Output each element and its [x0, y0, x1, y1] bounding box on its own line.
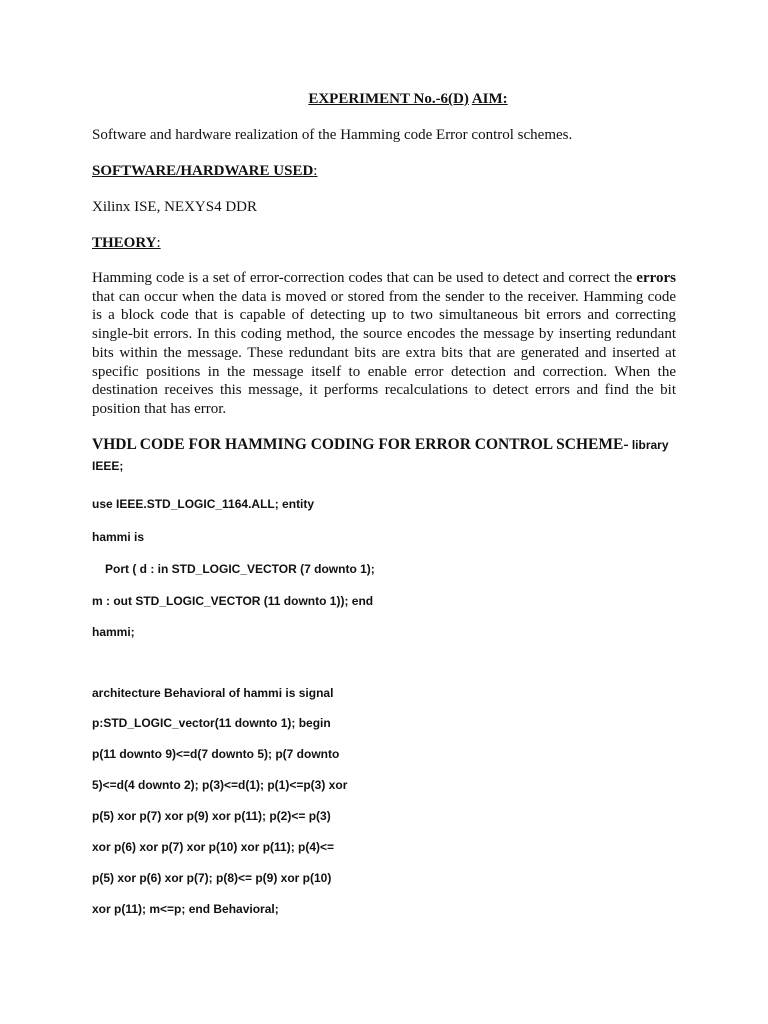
errors-bold-word: errors: [636, 270, 676, 286]
code-line: xor p(6) xor p(7) xor p(10) xor p(11); p(4)<=: [92, 840, 335, 854]
page-title: [0, 91, 768, 108]
code-line: p(11 downto 9)<=d(7 downto 5); p(7 downto: [92, 747, 340, 761]
code-line: xor p(11); m<=p; end Behavioral;: [92, 902, 279, 916]
aim-text: Software and hardware realization of the Hamming code Error control schemes.: [92, 127, 573, 143]
code-line: use IEEE.STD_LOGIC_1164.ALL; entity: [92, 497, 315, 511]
vhdl-heading: VHDL CODE FOR HAMMING CODING FOR ERROR CONTROL SCHEME- library: [92, 436, 669, 453]
code-line: architecture Behavioral of hammi is signal: [92, 686, 334, 700]
theory-heading: THEORY:: [92, 235, 161, 251]
code-line: IEEE;: [92, 459, 124, 473]
theory-paragraph: Hamming code is a set of error-correction codes that can be used to detect and correct the errors that can occur when the data is moved or stored from the sender to the receiver. Hamming code is a block code that is capable of detecting up to two simultaneous bit errors and correcting single-bit errors. In this coding method, the source encodes the message by inserting redundant bits within the message. These redundant bits are extra bits that are generated and inserted at specific positions in the message itself to enable error detection and correction. When the destination receives this message, it performs recalculations to detect errors and find the bit position that has error.: [92, 270, 676, 417]
code-line: p:STD_LOGIC_vector(11 downto 1); begin: [92, 716, 331, 730]
code-line: hammi;: [92, 625, 135, 639]
software-heading: SOFTWARE/HARDWARE USED:: [92, 163, 318, 179]
aim-heading: AIM:: [471, 91, 508, 107]
code-line: p(5) xor p(7) xor p(9) xor p(11); p(2)<= p(3): [92, 809, 331, 823]
code-line: hammi is: [92, 530, 145, 544]
code-line: 5)<=d(4 downto 2); p(3)<=d(1); p(1)<=p(3) xor: [92, 778, 348, 792]
code-line: m : out STD_LOGIC_VECTOR (11 downto 1)); end: [92, 594, 374, 608]
experiment-number: EXPERIMENT No.-6(D): [308, 91, 469, 107]
software-text: Xilinx ISE, NEXYS4 DDR: [92, 199, 258, 215]
code-line: Port ( d : in STD_LOGIC_VECTOR (7 downto 1);: [105, 562, 375, 576]
code-line: p(5) xor p(6) xor p(7); p(8)<= p(9) xor p(10): [92, 871, 332, 885]
